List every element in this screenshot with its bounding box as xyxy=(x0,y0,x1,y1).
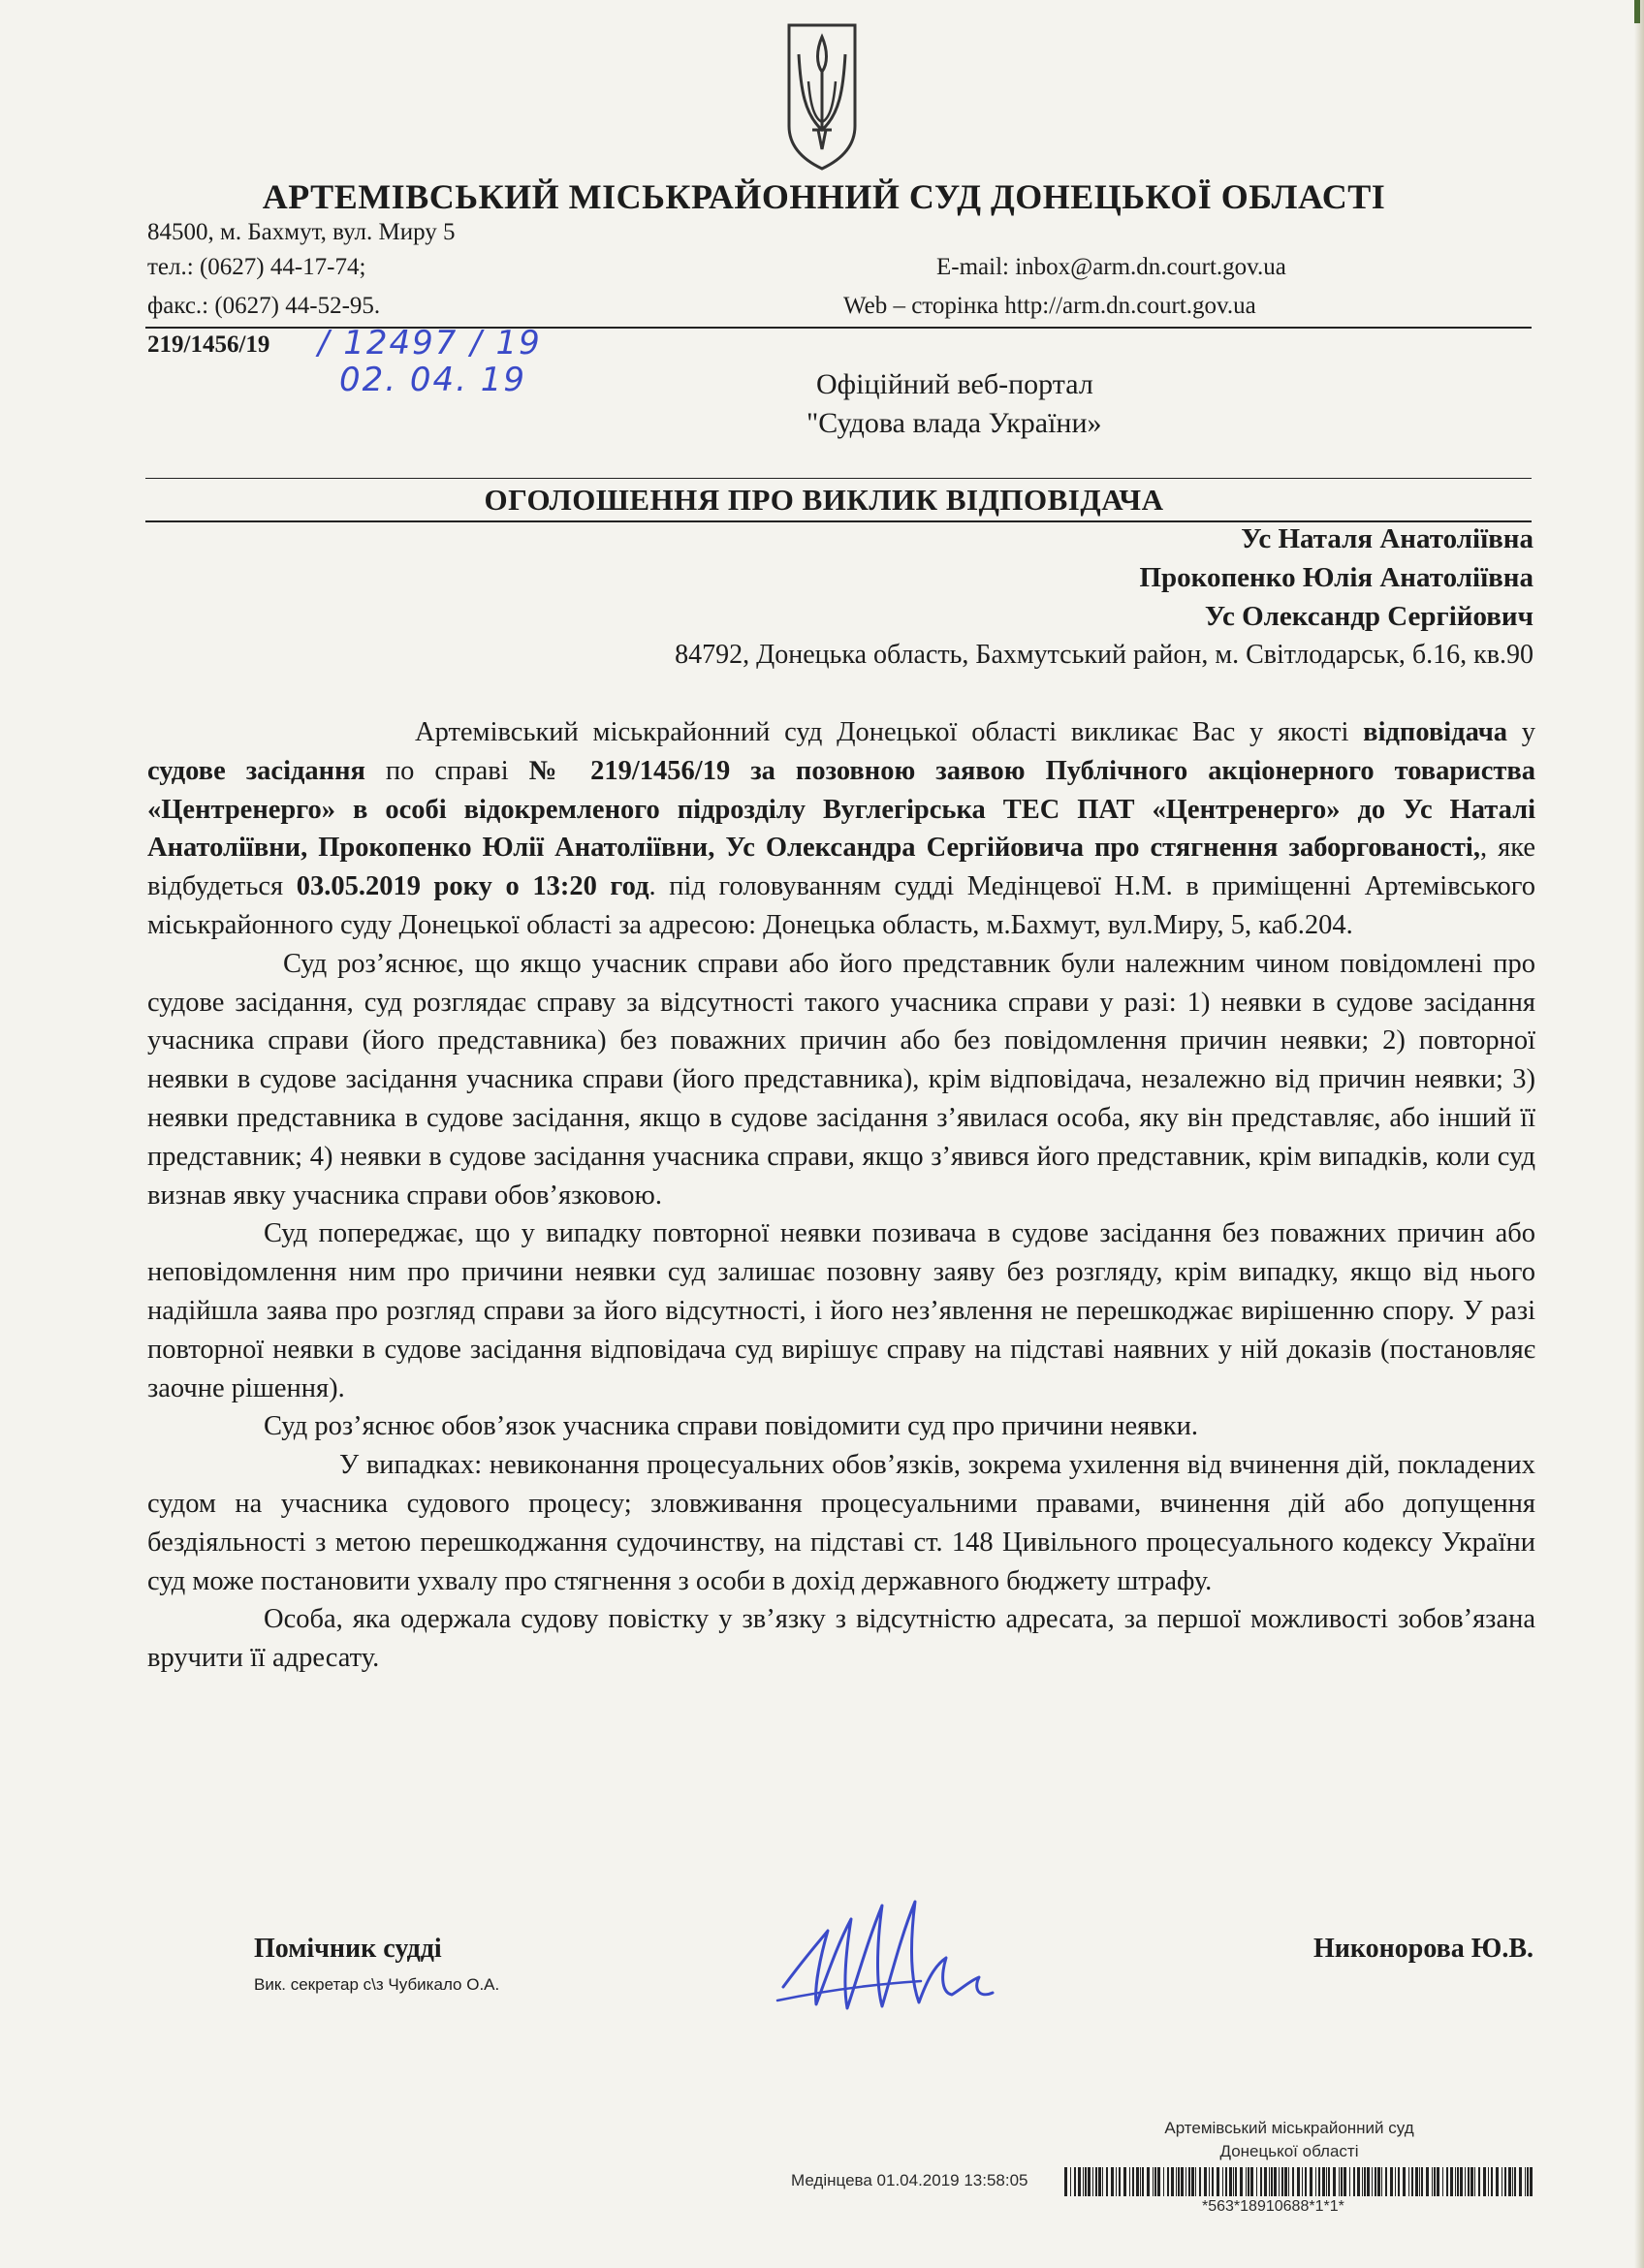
barcode-bar xyxy=(1344,2167,1346,2196)
defendant-address: 84792, Донецька область, Бахмутський район, м. Світлодарськ, б.16, кв.90 xyxy=(675,640,1533,670)
barcode-icon xyxy=(1064,2167,1535,2196)
barcode-bar xyxy=(1181,2167,1184,2196)
barcode-bar xyxy=(1395,2167,1396,2196)
barcode-bar xyxy=(1204,2167,1207,2196)
barcode-bar xyxy=(1195,2167,1196,2196)
barcode-bar xyxy=(1132,2167,1134,2196)
barcode-bar xyxy=(1398,2167,1400,2196)
barcode-bar xyxy=(1426,2167,1429,2196)
barcode-bar xyxy=(1256,2167,1257,2196)
barcode-bar xyxy=(1209,2167,1210,2196)
barcode-bar xyxy=(1496,2167,1499,2196)
barcode-bar xyxy=(1525,2167,1526,2196)
barcode-bar xyxy=(1470,2167,1473,2196)
barcode-bar xyxy=(1106,2167,1108,2196)
barcode-bar xyxy=(1199,2167,1201,2196)
barcode-bar xyxy=(1246,2167,1247,2196)
paragraph-absence-rules: Суд роз’яснює, що якщо учасник справи або його представник були належним чином повідомлені про судове засідання, суд розглядає справу за відсутності такого учасника справи у разі: 1) неявки в судове засідання учасника справи (його представника) без поважних причин або без повідомлення причин неявки; 2) повторної неявки в судове засідання учасника справи (його представника), крім відповідача, незалежно від причин неявки; 3) неявки представника в судове засідання, якщо в судове засідання з’явилася особа, яку він представляє, або інший її представник; 4) неявки в судове засідання учасника справи, якщо з’явився його представник, крім випадків, коли суд визнав явку учасника справи обов’язковою. xyxy=(147,948,1535,1211)
barcode-bar xyxy=(1111,2167,1114,2196)
barcode-bar xyxy=(1233,2167,1234,2196)
paragraph-penalty: У випадках: невиконання процесуальних обов’язків, зокрема ухилення від вчинення дій, покладених судом на учасника судового процесу; зловживання процесуальними правами, вчинення дій або допущення бездіяльності з метою перешкоджання судочинству, на підставі ст. 148 Цивільного процесуального кодексу України суд може постановити ухвалу про стягнення з особи в дохід державного бюджету штрафу. xyxy=(147,1450,1535,1596)
handwritten-date: 02. 04. 19 xyxy=(339,361,527,399)
barcode-bar xyxy=(1163,2167,1164,2196)
barcode-bar xyxy=(1088,2167,1091,2196)
barcode-bar xyxy=(1274,2167,1277,2196)
handwritten-signature-icon xyxy=(775,1880,998,2035)
signatory-role: Помічник судді xyxy=(254,1934,442,1964)
barcode-bar xyxy=(1437,2167,1439,2196)
signatory-name: Никонорова Ю.В. xyxy=(1312,1934,1533,1964)
barcode-bar xyxy=(1377,2167,1380,2196)
barcode-bar xyxy=(1483,2167,1486,2196)
barcode-bar xyxy=(1322,2167,1325,2196)
scan-edge-mark xyxy=(1634,0,1640,23)
barcode-bar xyxy=(1147,2167,1150,2196)
barcode-bar xyxy=(1129,2167,1130,2196)
barcode-bar xyxy=(1442,2167,1443,2196)
barcode-bar xyxy=(1260,2167,1262,2196)
paragraph-warning: Суд попереджає, що у випадку повторної неявки позивача в судове засідання без поважних причин або неповідомлення ним про причини неявки суд залишає позовну заяву без розгляду, крім випадку, якщо від нього надійшла заява про розгляд справи за його відсутності, і його нез’явлення не перешкоджає вирішенню спору. У разі повторної неявки в судове засідання відповідача суд вирішує справу на підставі наявних у ній доказів (постановляє заочне рішення). xyxy=(147,1218,1535,1403)
barcode-bar xyxy=(1364,2167,1366,2196)
barcode-bar xyxy=(1390,2167,1393,2196)
barcode-bar xyxy=(1341,2167,1343,2196)
registration-record: Медінцева 01.04.2019 13:58:05 xyxy=(791,2171,1028,2189)
paragraph-delivery: Особа, яка одержала судову повістку у зв’язку з відсутністю адресата, за першої можливості зобов’язана вручити її адресату. xyxy=(147,1604,1535,1674)
barcode-bar xyxy=(1153,2167,1154,2196)
barcode-bar xyxy=(1474,2167,1475,2196)
barcode-number: *563*18910688*1*1* xyxy=(1202,2198,1344,2215)
barcode-bar xyxy=(1512,2167,1513,2196)
barcode-bar xyxy=(1217,2167,1219,2196)
barcode-bar xyxy=(1310,2167,1312,2196)
barcode-bar xyxy=(1508,2167,1511,2196)
barcode-bar xyxy=(1488,2167,1489,2196)
court-phone: тел.: (0627) 44-17-74; xyxy=(147,254,366,280)
barcode-bar xyxy=(1460,2167,1463,2196)
barcode-bar xyxy=(1297,2167,1300,2196)
barcode-bar xyxy=(1225,2167,1227,2196)
barcode-bar xyxy=(1457,2167,1459,2196)
barcode-bar xyxy=(1349,2167,1350,2196)
barcode-bar xyxy=(1102,2167,1103,2196)
secretary-note: Вик. секретар с\з Чубикало О.А. xyxy=(254,1975,500,1994)
barcode-bar xyxy=(1098,2167,1101,2196)
barcode-bar xyxy=(1083,2167,1084,2196)
court-name: АРТЕМІВСЬКИЙ МІСЬКРАЙОННИЙ СУД ДОНЕЦЬКОЇ ОБЛАСТІ xyxy=(262,177,1386,216)
case-number: 219/1456/19 xyxy=(147,331,270,358)
court-fax: факс.: (0627) 44-52-95. xyxy=(147,293,381,319)
barcode-bar xyxy=(1116,2167,1117,2196)
barcode-bar xyxy=(1530,2167,1533,2196)
court-address: 84500, м. Бахмут, вул. Миру 5 xyxy=(147,219,456,245)
barcode-bar xyxy=(1478,2167,1480,2196)
barcode-bar xyxy=(1095,2167,1097,2196)
announcement-bottom-rule xyxy=(145,520,1532,522)
recipient-line-2: "Судова влада України» xyxy=(806,407,1102,439)
barcode-bar xyxy=(1353,2167,1355,2196)
barcode-bar xyxy=(1318,2167,1320,2196)
barcode-bar xyxy=(1339,2167,1340,2196)
barcode-bar xyxy=(1212,2167,1214,2196)
barcode-bar xyxy=(1074,2167,1076,2196)
scan-edge xyxy=(1634,0,1644,2268)
barcode-bar xyxy=(1446,2167,1448,2196)
barcode-bar xyxy=(1222,2167,1223,2196)
barcode-bar xyxy=(1119,2167,1121,2196)
barcode-bar xyxy=(1240,2167,1243,2196)
barcode-bar xyxy=(1176,2167,1177,2196)
barcode-bar xyxy=(1362,2167,1363,2196)
barcode-bar xyxy=(1415,2167,1418,2196)
barcode-bar xyxy=(1385,2167,1387,2196)
barcode-bar xyxy=(1403,2167,1406,2196)
barcode-bar xyxy=(1070,2167,1071,2196)
barcode-bar xyxy=(1171,2167,1174,2196)
barcode-bar xyxy=(1432,2167,1433,2196)
defendant-1: Ус Наталя Анатоліївна xyxy=(1241,523,1533,554)
stamp-court-name: Артемівський міськрайонний суд xyxy=(1164,2119,1414,2137)
barcode-bar xyxy=(1284,2167,1287,2196)
barcode-bar xyxy=(1465,2167,1466,2196)
barcode-bar xyxy=(1450,2167,1453,2196)
barcode-bar xyxy=(1078,2167,1081,2196)
barcode-bar xyxy=(1419,2167,1420,2196)
barcode-bar xyxy=(1326,2167,1327,2196)
barcode-bar xyxy=(1333,2167,1336,2196)
registration-stamp xyxy=(1124,2117,1454,2163)
barcode-bar xyxy=(1315,2167,1316,2196)
barcode-bar xyxy=(1167,2167,1169,2196)
announcement-title: ОГОЛОШЕННЯ ПРО ВИКЛИК ВІДПОВІДАЧА xyxy=(484,483,1164,517)
barcode-bar xyxy=(1157,2167,1160,2196)
barcode-bar xyxy=(1142,2167,1144,2196)
barcode-bar xyxy=(1302,2167,1303,2196)
paragraph-summons: Артемівський міськрайонний суд Донецької області викликає Вас у якості відповідача у судове засідання по справі № 219/1456/19 за позовною заявою Публічного акціонерного товариства «Центренерго» в особі відокремленого підрозділу Вуглегірська ТЕС ПАТ «Центренерго» до Ус Наталі Анатоліївни, Прокопенко Юлії Анатоліївни, Ус Олександра Сергійовича про стягнення заборгованості,, яке відбудеться 03.05.2019 року о 13:20 год. під головуванням судді Медінцевої Н.М. в приміщенні Артемівського міськрайонного суду Донецької області за адресою: Донецька область, м.Бахмут, вул.Миру, 5, каб.204. xyxy=(147,717,1536,940)
barcode-bar xyxy=(1092,2167,1093,2196)
barcode-bar xyxy=(1504,2167,1506,2196)
barcode-bar xyxy=(1154,2167,1156,2196)
recipient-line-1: Офіційний веб-портал xyxy=(816,368,1093,400)
barcode-bar xyxy=(1367,2167,1370,2196)
court-email: E-mail: inbox@arm.dn.court.gov.ua xyxy=(936,254,1286,280)
court-website: Web – сторінка http://arm.dn.court.gov.ua xyxy=(843,293,1256,319)
paragraph-duty: Суд роз’яснює обов’язок учасника справи повідомити суд про причини неявки. xyxy=(264,1411,1198,1442)
barcode-bar xyxy=(1292,2167,1294,2196)
barcode-bar xyxy=(1264,2167,1267,2196)
barcode-bar xyxy=(1288,2167,1289,2196)
stamp-region: Донецької області xyxy=(1219,2142,1359,2160)
barcode-bar xyxy=(1248,2167,1249,2196)
barcode-bar xyxy=(1372,2167,1373,2196)
barcode-bar xyxy=(1408,2167,1409,2196)
barcode-bar xyxy=(1527,2167,1529,2196)
barcode-bar xyxy=(1123,2167,1126,2196)
barcode-bar xyxy=(1064,2167,1067,2196)
barcode-bar xyxy=(1328,2167,1330,2196)
barcode-bar xyxy=(1455,2167,1456,2196)
barcode-bar xyxy=(1279,2167,1280,2196)
barcode-bar xyxy=(1271,2167,1273,2196)
barcode-bar xyxy=(1178,2167,1180,2196)
barcode-bar xyxy=(1375,2167,1376,2196)
barcode-bar xyxy=(1269,2167,1270,2196)
barcode-bar xyxy=(1085,2167,1087,2196)
announcement-top-rule xyxy=(145,478,1532,479)
barcode-bar xyxy=(1136,2167,1139,2196)
barcode-bar xyxy=(1491,2167,1493,2196)
barcode-bar xyxy=(1411,2167,1413,2196)
barcode-bar xyxy=(1191,2167,1194,2196)
barcode-bar xyxy=(1281,2167,1283,2196)
defendant-2: Прокопенко Юлія Анатоліївна xyxy=(1139,562,1533,593)
notice-body xyxy=(147,713,1535,1678)
barcode-bar xyxy=(1468,2167,1470,2196)
barcode-bar xyxy=(1305,2167,1307,2196)
handwritten-reg-number: / 12497 / 19 xyxy=(318,324,542,362)
defendant-3: Ус Олександр Сергійович xyxy=(1204,601,1533,632)
barcode-bar xyxy=(1514,2167,1516,2196)
barcode-bar xyxy=(1188,2167,1190,2196)
barcode-bar xyxy=(1140,2167,1141,2196)
coat-of-arms-icon xyxy=(783,21,861,173)
barcode-bar xyxy=(1434,2167,1436,2196)
barcode-bar xyxy=(1235,2167,1237,2196)
barcode-bar xyxy=(1250,2167,1253,2196)
barcode-bar xyxy=(1519,2167,1522,2196)
barcode-bar xyxy=(1357,2167,1360,2196)
barcode-bar xyxy=(1421,2167,1423,2196)
barcode-bar xyxy=(1229,2167,1232,2196)
barcode-bar xyxy=(1381,2167,1382,2196)
